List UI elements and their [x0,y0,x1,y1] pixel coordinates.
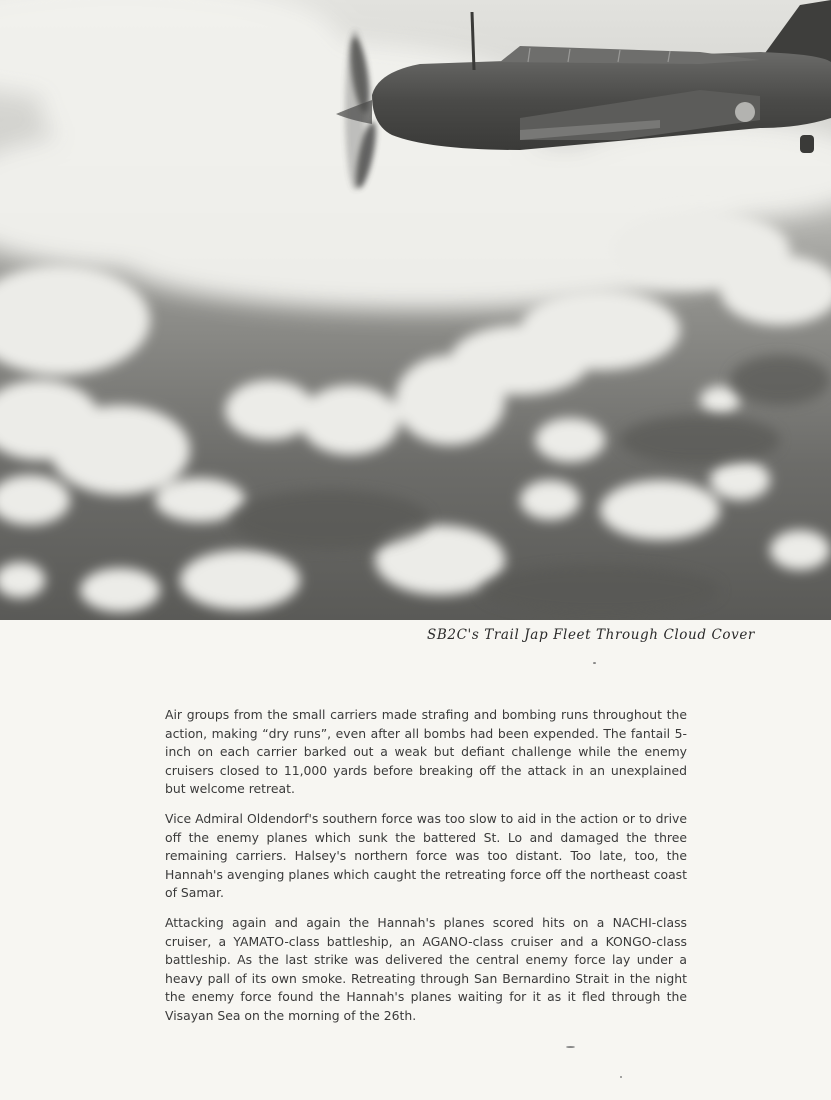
paragraph-1: Air groups from the small carriers made strafing and bombing runs throughout the action, making “dry runs”, even after all bombs had been expended. The fantail 5-inch on each carrier barked out a weak but defiant challenge while the enemy cruisers closed to 11,000 yards before breaking off the attack in an unexplained but welcome retreat. [165,707,687,797]
body-text [165,706,687,1037]
print-speck [593,662,596,664]
print-speck [620,1076,622,1078]
paragraph-2: Vice Admiral Oldendorf's southern force was too slow to aid in the action or to drive off the enemy planes which sunk the battered St. Lo and damaged the three remaining carriers. Halsey's northern force was too distant. Too late, too, the Hannah's avenging planes which caught the retreating force off the northeast coast of Samar. [165,810,687,901]
photo-caption: SB2C's Trail Jap Fleet Through Cloud Cover [427,627,755,643]
print-speck [566,1046,575,1048]
paragraph-3: Attacking again and again the Hannah's planes scored hits on a NACHI-class cruiser, a YAMATO-class battleship, an AGANO-class cruiser and a KONGO-class battleship. As the last strike was delivered the central enemy force lay under a heavy pall of its own smoke. Retreating through San Bernardino Strait in the night the enemy force found the Hannah's planes waiting for it as it fled through the Visayan Sea on the morning of the 26th. [165,914,687,1023]
